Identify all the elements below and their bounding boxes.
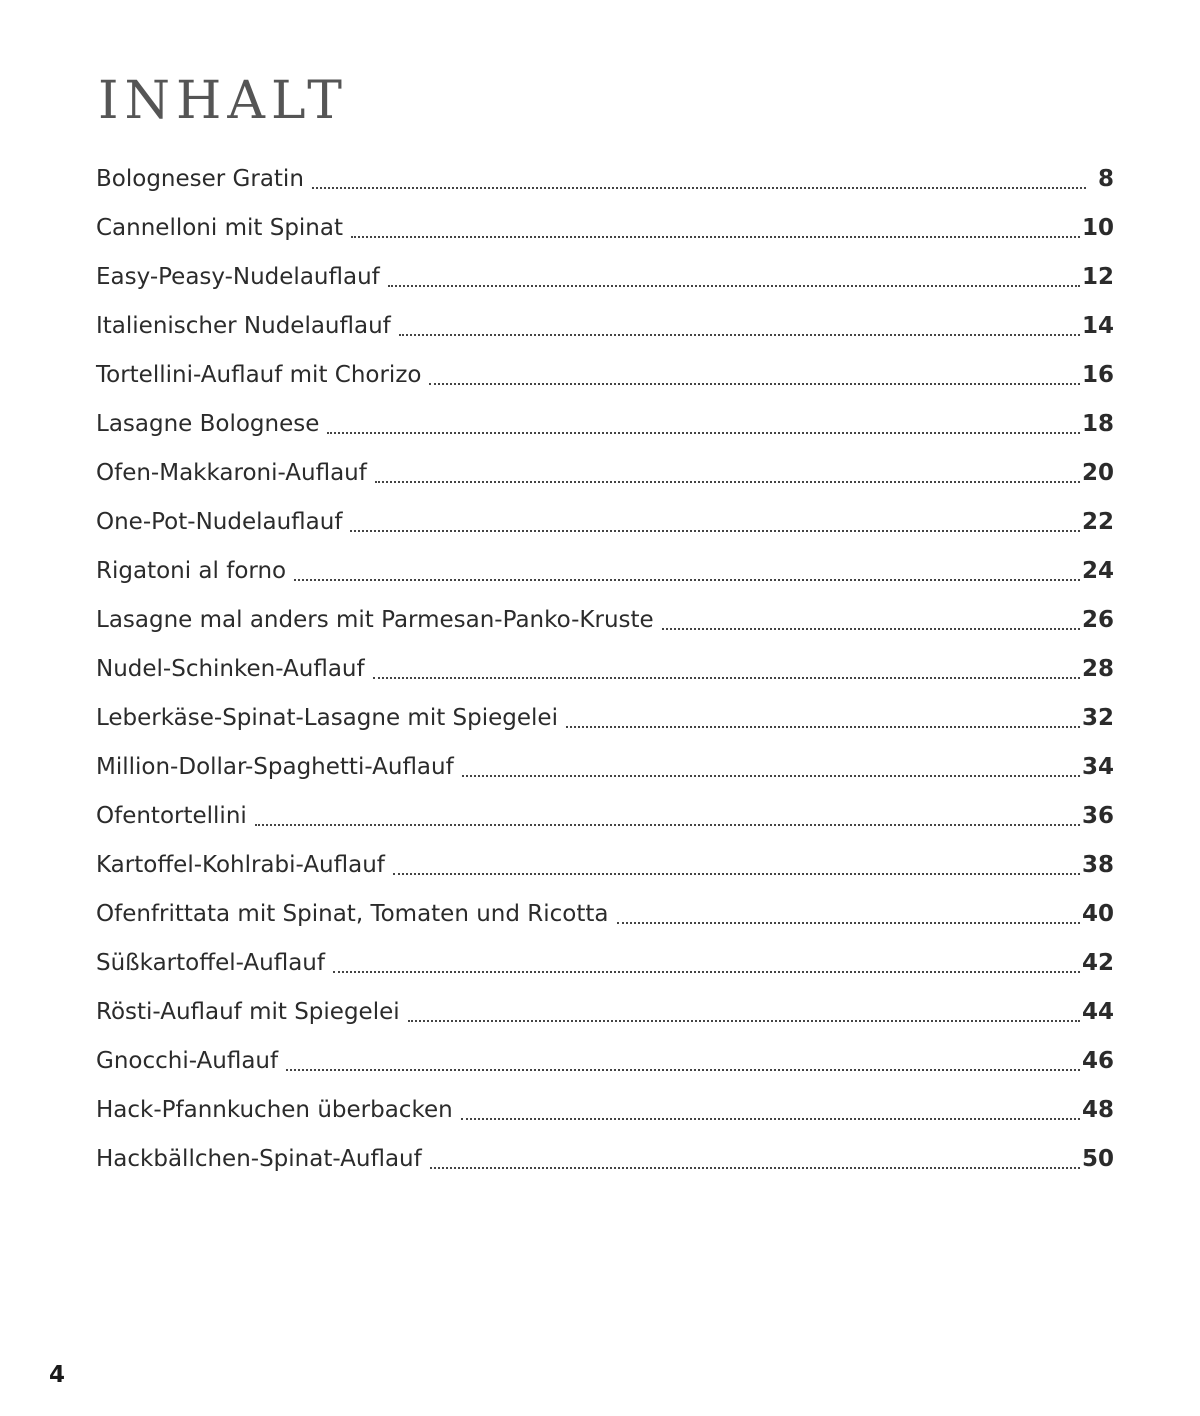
toc-entry-page: 26 xyxy=(1081,607,1114,633)
toc-entry[interactable] xyxy=(96,540,1114,589)
toc-entry-page: 12 xyxy=(1081,264,1114,290)
toc-entry-page: 16 xyxy=(1081,362,1114,388)
toc-entry[interactable] xyxy=(96,393,1114,442)
toc-leader-dots xyxy=(388,284,1080,287)
toc-entry-page: 10 xyxy=(1081,215,1114,241)
toc-entry[interactable] xyxy=(96,1079,1114,1128)
toc-leader-dots xyxy=(312,186,1086,189)
toc-leader-dots xyxy=(462,774,1080,777)
toc-leader-dots xyxy=(294,578,1080,581)
toc-entry-page: 20 xyxy=(1081,460,1114,486)
toc-leader-dots xyxy=(351,235,1080,238)
toc-entry-title: Easy-Peasy-Nudelauflauf xyxy=(96,264,380,290)
toc-leader-dots xyxy=(350,529,1080,532)
toc-entry-page: 14 xyxy=(1081,313,1114,339)
toc-entry-title: Hackbällchen-Spinat-Auflauf xyxy=(96,1146,422,1172)
toc-entry-page: 48 xyxy=(1081,1097,1114,1123)
toc-entry-title: Ofentortellini xyxy=(96,803,247,829)
toc-entry-title: Kartoffel-Kohlrabi-Auflauf xyxy=(96,852,385,878)
toc-entry-title: Cannelloni mit Spinat xyxy=(96,215,343,241)
toc-entry-title: Leberkäse-Spinat-Lasagne mit Spiegelei xyxy=(96,705,558,731)
toc-leader-dots xyxy=(333,970,1080,973)
toc-entry-title: Lasagne mal anders mit Parmesan-Panko-Kruste xyxy=(96,607,654,633)
toc-entry-title: Bologneser Gratin xyxy=(96,166,304,192)
toc-entry[interactable] xyxy=(96,491,1114,540)
toc-entry-title: Rigatoni al forno xyxy=(96,558,287,584)
toc-leader-dots xyxy=(373,676,1080,679)
page-number: 4 xyxy=(49,1362,66,1388)
toc-leader-dots xyxy=(393,872,1080,875)
page-title: INHALT xyxy=(98,70,348,131)
toc-leader-dots xyxy=(327,431,1080,434)
toc-entry[interactable] xyxy=(96,785,1114,834)
toc-leader-dots xyxy=(286,1068,1080,1071)
toc-entry-title: Rösti-Auflauf mit Spiegelei xyxy=(96,999,400,1025)
toc-entry-page: 44 xyxy=(1081,999,1114,1025)
toc-leader-dots xyxy=(429,382,1080,385)
toc-entry-title: Nudel-Schinken-Auflauf xyxy=(96,656,365,682)
toc-leader-dots xyxy=(566,725,1080,728)
toc-entry-title: Hack-Pfannkuchen überbacken xyxy=(96,1097,453,1123)
toc-entry-page: 22 xyxy=(1081,509,1114,535)
toc-entry[interactable] xyxy=(96,589,1114,638)
toc-entry-title: Lasagne Bolognese xyxy=(96,411,320,437)
toc-entry[interactable] xyxy=(96,932,1114,981)
toc-entry[interactable] xyxy=(96,246,1114,295)
toc-entry-page: 46 xyxy=(1081,1048,1114,1074)
toc-leader-dots xyxy=(375,480,1080,483)
toc-leader-dots xyxy=(461,1117,1080,1120)
toc-entry-title: Gnocchi-Auflauf xyxy=(96,1048,279,1074)
toc-entry[interactable] xyxy=(96,148,1114,197)
toc-entry-page: 40 xyxy=(1081,901,1114,927)
toc-entry[interactable] xyxy=(96,834,1114,883)
toc-leader-dots xyxy=(662,627,1080,630)
toc-entry-page: 50 xyxy=(1081,1146,1114,1172)
toc-leader-dots xyxy=(617,921,1080,924)
toc-entry[interactable] xyxy=(96,736,1114,785)
toc-leader-dots xyxy=(255,823,1080,826)
toc-leader-dots xyxy=(399,333,1080,336)
toc-entry-page: 32 xyxy=(1081,705,1114,731)
toc-entry-title: Süßkartoffel-Auflauf xyxy=(96,950,325,976)
toc-entry[interactable] xyxy=(96,638,1114,687)
toc-entry[interactable] xyxy=(96,442,1114,491)
toc-entry-title: Italienischer Nudelauflauf xyxy=(96,313,391,339)
toc-entry-title: Million-Dollar-Spaghetti-Auflauf xyxy=(96,754,454,780)
toc-leader-dots xyxy=(408,1019,1080,1022)
toc-entry-title: One-Pot-Nudelauflauf xyxy=(96,509,343,535)
toc-entry-page: 28 xyxy=(1081,656,1114,682)
toc-entry[interactable] xyxy=(96,1128,1114,1177)
toc-entry[interactable] xyxy=(96,687,1114,736)
toc-entry-page: 36 xyxy=(1081,803,1114,829)
toc-entry[interactable] xyxy=(96,981,1114,1030)
toc-entry[interactable] xyxy=(96,1030,1114,1079)
toc-entry-page: 18 xyxy=(1081,411,1114,437)
toc-entry-title: Ofenfrittata mit Spinat, Tomaten und Ricotta xyxy=(96,901,609,927)
toc-entry[interactable] xyxy=(96,344,1114,393)
toc-entry-title: Tortellini-Auflauf mit Chorizo xyxy=(96,362,422,388)
toc-entry[interactable] xyxy=(96,883,1114,932)
toc-entry[interactable] xyxy=(96,197,1114,246)
toc-entry[interactable] xyxy=(96,295,1114,344)
toc-entry-page: 38 xyxy=(1081,852,1114,878)
toc-leader-dots xyxy=(430,1166,1080,1169)
toc-entry-page: 34 xyxy=(1081,754,1114,780)
toc-entry-page: 42 xyxy=(1081,950,1114,976)
toc-entry-page: 8 xyxy=(1097,166,1114,192)
table-of-contents xyxy=(96,148,1114,1177)
toc-entry-page: 24 xyxy=(1081,558,1114,584)
toc-entry-title: Ofen-Makkaroni-Auflauf xyxy=(96,460,367,486)
